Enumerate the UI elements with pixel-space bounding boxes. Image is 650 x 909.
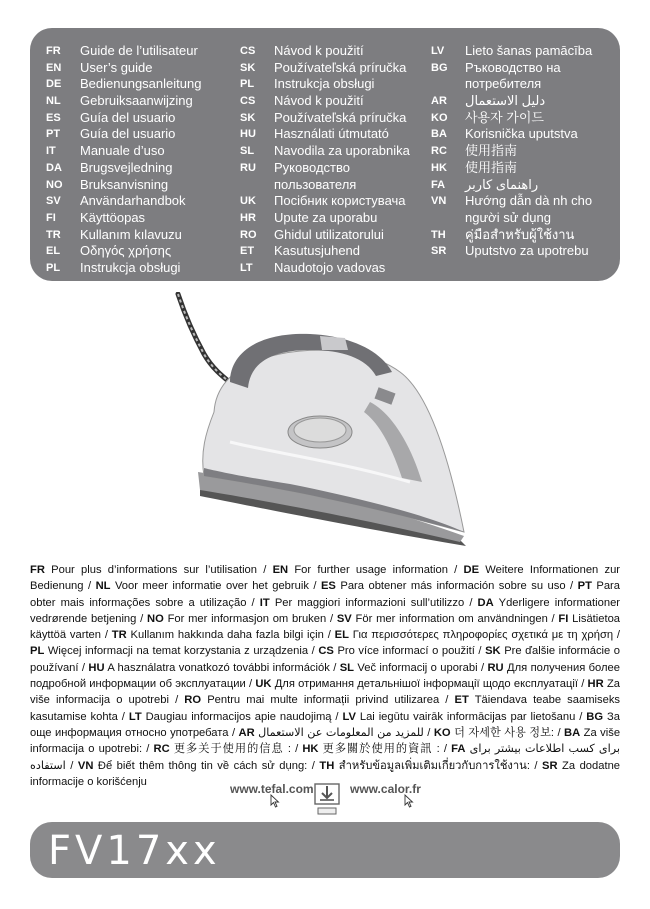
info-language-code: RC (153, 743, 170, 756)
language-code: PL (240, 78, 255, 91)
info-language-code: AR (238, 726, 255, 739)
language-guide-title: دليل الاستعمال (465, 93, 546, 109)
info-language-text: 더 자세한 사용 정보: (454, 726, 554, 739)
info-language-code: DA (477, 596, 494, 609)
language-guide-title: Οδηγός χρήσης (80, 243, 172, 259)
language-guide-title: Ghidul utilizatorului (274, 226, 384, 242)
language-guide-title: راهنمای کاربر (465, 176, 539, 192)
info-language-text: Za više informacija o upotrebi: (30, 726, 621, 756)
info-language-text: Yderligere informationer vedrørende betjening (30, 596, 621, 625)
language-code: LV (431, 45, 445, 57)
language-guide-title: Navodila za uporabnika (274, 143, 410, 159)
language-code: SV (46, 195, 61, 208)
language-guide-title: Käyttöopas (80, 209, 146, 225)
language-guide-title: Ръководство на потребителя (465, 59, 561, 92)
language-guide-title: Kullanım kılavuzu (80, 226, 182, 242)
language-guide-title: Uputstvo za upotrebu (465, 243, 589, 259)
language-code: TH (431, 228, 446, 241)
language-code: BG (431, 61, 448, 74)
info-language-code: SL (339, 661, 354, 674)
language-guide-title: Korisnička uputstva (465, 126, 578, 142)
language-code: LT (240, 261, 253, 274)
info-language-text: За още информация относно употребата (30, 710, 620, 739)
language-code: CS (240, 45, 256, 57)
language-panel (30, 28, 620, 281)
info-language-text: Pro více informací o použití (337, 645, 475, 658)
language-guide-title: Upute za uporabu (274, 209, 378, 225)
info-language-code: FA (451, 743, 466, 756)
info-language-code: KO (433, 726, 451, 739)
language-code: TR (46, 228, 61, 241)
language-guide-title: Hướng dẫn dà nh cho người sử dụng (465, 193, 593, 225)
info-language-code: PT (577, 580, 592, 593)
info-language-text: Per maggiori informazioni sull’utilizzo (274, 596, 465, 609)
info-language-code: SR (542, 759, 558, 772)
language-guide-title: Návod k použití (274, 43, 364, 58)
cursor-icon (270, 794, 280, 813)
language-guide-title: 使用指南 (465, 143, 518, 159)
language-guide-title: Brugsvejledning (80, 159, 173, 175)
language-code: ET (240, 245, 255, 258)
info-language-code: TR (111, 629, 127, 642)
info-language-text: برای کسب اطلاعات بیشتر برای استفاده (30, 743, 621, 772)
info-language-code: SK (485, 645, 501, 658)
language-guide-title: Používateľská príručka (274, 59, 407, 75)
language-code: DE (46, 78, 62, 91)
language-code: HR (240, 211, 256, 224)
language-code: EN (46, 61, 62, 74)
info-language-text: Daugiau informacijos apie naudojimą (145, 710, 332, 723)
language-code: RC (431, 145, 447, 158)
language-guide-title: User’s guide (80, 59, 153, 75)
language-guide-title: Lieto šanas pamācība (465, 43, 593, 58)
info-language-text: Za više informacija o upotrebi (30, 678, 620, 707)
language-code: KO (431, 111, 448, 124)
download-icon (314, 782, 340, 821)
language-code: FR (46, 45, 61, 57)
info-language-text: 更多關於使用的資訊 : (322, 743, 440, 756)
info-language-text: For further usage information (294, 564, 448, 576)
language-code: SK (240, 111, 256, 124)
info-language-code: BG (586, 710, 604, 723)
website-links (0, 778, 650, 822)
language-code: CS (240, 95, 256, 108)
info-language-code: HK (302, 743, 319, 756)
language-code: RU (240, 161, 256, 174)
language-code: NL (46, 95, 61, 108)
info-language-code: BA (564, 726, 581, 739)
info-language-text: Voor meer informatie over het gebruik (114, 580, 309, 593)
steam-iron-illustration (170, 292, 480, 554)
language-guide-title: Användarhandbok (80, 193, 186, 209)
language-code: ES (46, 111, 61, 124)
info-language-text: Kullanım hakkında daha fazla bilgi için (130, 629, 324, 642)
info-language-code: TH (319, 759, 335, 772)
cursor-icon-2 (404, 794, 414, 813)
info-language-text: 更多关于使用的信息 : (173, 743, 291, 756)
info-language-code: VN (77, 759, 94, 772)
usage-information-paragraph: FR Pour plus d’informations sur l’utilisation / EN For further usage information / DE Weitere Informationen zur Bedienung / NL Voor meer informatie over het gebruik / ES Para obtener más información sobre su uso / PT Para obter mais informações sobre a utilização / IT Per maggiori informazioni sull’utilizzo / DA Yderligere informationer vedrørende betjening / NO For mer informasjon om bruken / SV För mer information om användningen / FI Lisätietoa käyttöä varten / TR Kullanım hakkında daha fazla bilgi için / EL Για περισσότερες πληροφορίες σχετικά με τη χρήση / PL Więcej informacji na temat korzystania z urządzenia / CS Pro více informací o použití / SK Pre ďalšie informácie o používaní / HU A használatra vonatkozó további információk / SL Več informacij o uporabi / RU Для получения более подробной информации об эксплуатации / UK Для отримання детальнішої інформації щодо експлуатації / HR Za više informacija o upotrebi / RO Pentru mai multe informații privind utilizarea / ET Täiendava teabe saamiseks kasutamise kohta / LT Daugiau informacijos apie naudojimą / LV Lai iegūtu vairāk informācijas par lietošanu / BG За още информация относно употребата / AR للمزيد من المعلومات عن الاستعمال / KO 더 자세한 사용 정보: / BA Za više informacija o upotrebi: / RC 更多关于使用的信息 : / HK 更多關於使用的資訊 : / FA برای کسب اطلاعات بیشتر برای استفاده / VN Để biết thêm thông tin về cách sử dụng: / TH สำหรับข้อมูลเพิ่มเติมเกี่ยวกับการใช้งาน: / SR Za dodatne informacije o korišćenju (30, 564, 621, 788)
language-guide-title: 使用指南 (465, 159, 518, 175)
info-language-code: FR (30, 564, 45, 576)
info-language-text: Za dodatne informacije o korišćenju (30, 759, 621, 788)
language-guide-title: Instrukcja obsługi (80, 259, 181, 275)
language-code: HU (240, 128, 256, 141)
language-guide-title: Bruksanvisning (80, 176, 169, 192)
info-language-text: Więcej informacji na temat korzystania z urządzenia (47, 645, 309, 658)
language-code: NO (46, 178, 63, 191)
language-guide-title: คู่มือสำหรับผู้ใช้งาน (465, 226, 575, 242)
language-guide-title: Manuale d’uso (80, 143, 165, 159)
info-language-code: FI (558, 612, 569, 625)
info-language-text: Для отримання детальнішої інформації щодо експлуатації (274, 678, 578, 691)
language-guide-title: Bedienungsanleitung (80, 76, 202, 92)
info-language-code: IT (259, 596, 270, 609)
language-code: EL (46, 245, 61, 258)
language-code: SR (431, 245, 447, 258)
language-code: IT (46, 145, 56, 158)
info-language-text: För mer information om användningen (355, 612, 548, 625)
info-language-text: للمزيد من المعلومات عن الاستعمال (258, 726, 424, 739)
info-language-text: A használatra vonatkozó további információk (107, 661, 330, 674)
calor-link[interactable]: www.calor.fr (350, 782, 421, 796)
info-language-text: Để biết thêm thông tin về cách sử dụng: (97, 759, 308, 772)
info-language-text: Pour plus d’informations sur l’utilisation (51, 564, 257, 576)
language-code: BA (431, 128, 447, 141)
info-language-code: NO (147, 612, 164, 625)
language-guide-title: Instrukcja obsługi (274, 76, 375, 92)
model-number: FV17xx (48, 828, 221, 874)
language-guide-title: Gebruiksaanwijzing (80, 93, 193, 109)
model-banner (30, 822, 620, 878)
language-guide-title: Руководство пользователя (274, 159, 357, 192)
language-guide-title: Használati útmutató (274, 126, 389, 142)
language-code: UK (240, 195, 256, 208)
info-language-text: Lai iegūtu vairāk informācijas par lietošanu (359, 710, 576, 723)
language-guide-title: Návod k použití (274, 93, 364, 109)
language-guide-title: Používateľská príručka (274, 109, 407, 125)
info-language-text: Weitere Informationen zur Bedienung (30, 564, 621, 593)
language-guide-title: Guía del usuario (80, 109, 176, 125)
info-language-text: สำหรับข้อมูลเพิ่มเติมเกี่ยวกับการใช้งาน: (338, 759, 530, 772)
info-language-code: PL (30, 645, 45, 658)
info-language-code: SV (336, 612, 352, 625)
language-code: DA (46, 161, 62, 174)
language-code: PT (46, 128, 61, 141)
language-code: RO (240, 228, 257, 241)
language-code: SK (240, 61, 256, 74)
info-language-code: RU (487, 661, 504, 674)
info-language-code: EN (272, 564, 289, 576)
language-code: VN (431, 195, 447, 208)
info-language-text: Lisätietoa käyttöä varten (30, 612, 621, 642)
info-language-code: HU (88, 661, 105, 674)
info-language-code: RO (184, 694, 202, 707)
language-guide-title: Guide de l’utilisateur (80, 43, 198, 58)
info-language-code: LT (128, 710, 142, 723)
language-code: SL (240, 145, 255, 158)
info-language-text: Täiendava teabe saamiseks kasutamise kohta (30, 694, 621, 723)
info-language-code: CS (318, 645, 334, 658)
language-code: FA (431, 178, 446, 191)
info-language-code: NL (95, 580, 111, 593)
info-language-code: DE (463, 564, 480, 576)
language-guide-title: Посібник користувача (274, 193, 406, 209)
language-code: AR (431, 95, 447, 108)
info-language-code: ET (454, 694, 469, 707)
language-code: PL (46, 261, 61, 274)
info-language-text: Pre ďalšie informácie o používaní (30, 645, 621, 674)
language-code: HK (431, 161, 447, 174)
info-language-text: Для получения более подробной информации об эксплуатации (30, 661, 621, 691)
info-language-text: Več informacij o uporabi (357, 661, 478, 674)
language-guide-title: 사용자 가이드 (465, 109, 544, 125)
language-code: FI (46, 211, 56, 224)
info-language-text: Para obtener más información sobre su uso (340, 580, 566, 593)
info-language-code: LV (342, 710, 356, 723)
language-guide-title: Naudotojo vadovas (274, 259, 386, 275)
info-language-code: EL (334, 629, 349, 642)
tefal-link[interactable]: www.tefal.com (230, 782, 314, 796)
info-language-text: Pentru mai multe informații privind utilizarea (207, 694, 440, 707)
language-guide-title: Kasutusjuhend (274, 243, 361, 259)
info-language-text: Για περισσότερες πληροφορίες σχετικά με τη χρήση (352, 629, 614, 642)
info-language-code: HR (587, 678, 604, 691)
info-language-text: Para obter mais informações sobre a utilização (30, 580, 621, 609)
info-language-text: For mer informasjon om bruken (167, 612, 327, 625)
info-language-code: UK (255, 678, 272, 691)
language-guide-title: Guía del usuario (80, 126, 176, 142)
info-language-code: ES (320, 580, 336, 593)
